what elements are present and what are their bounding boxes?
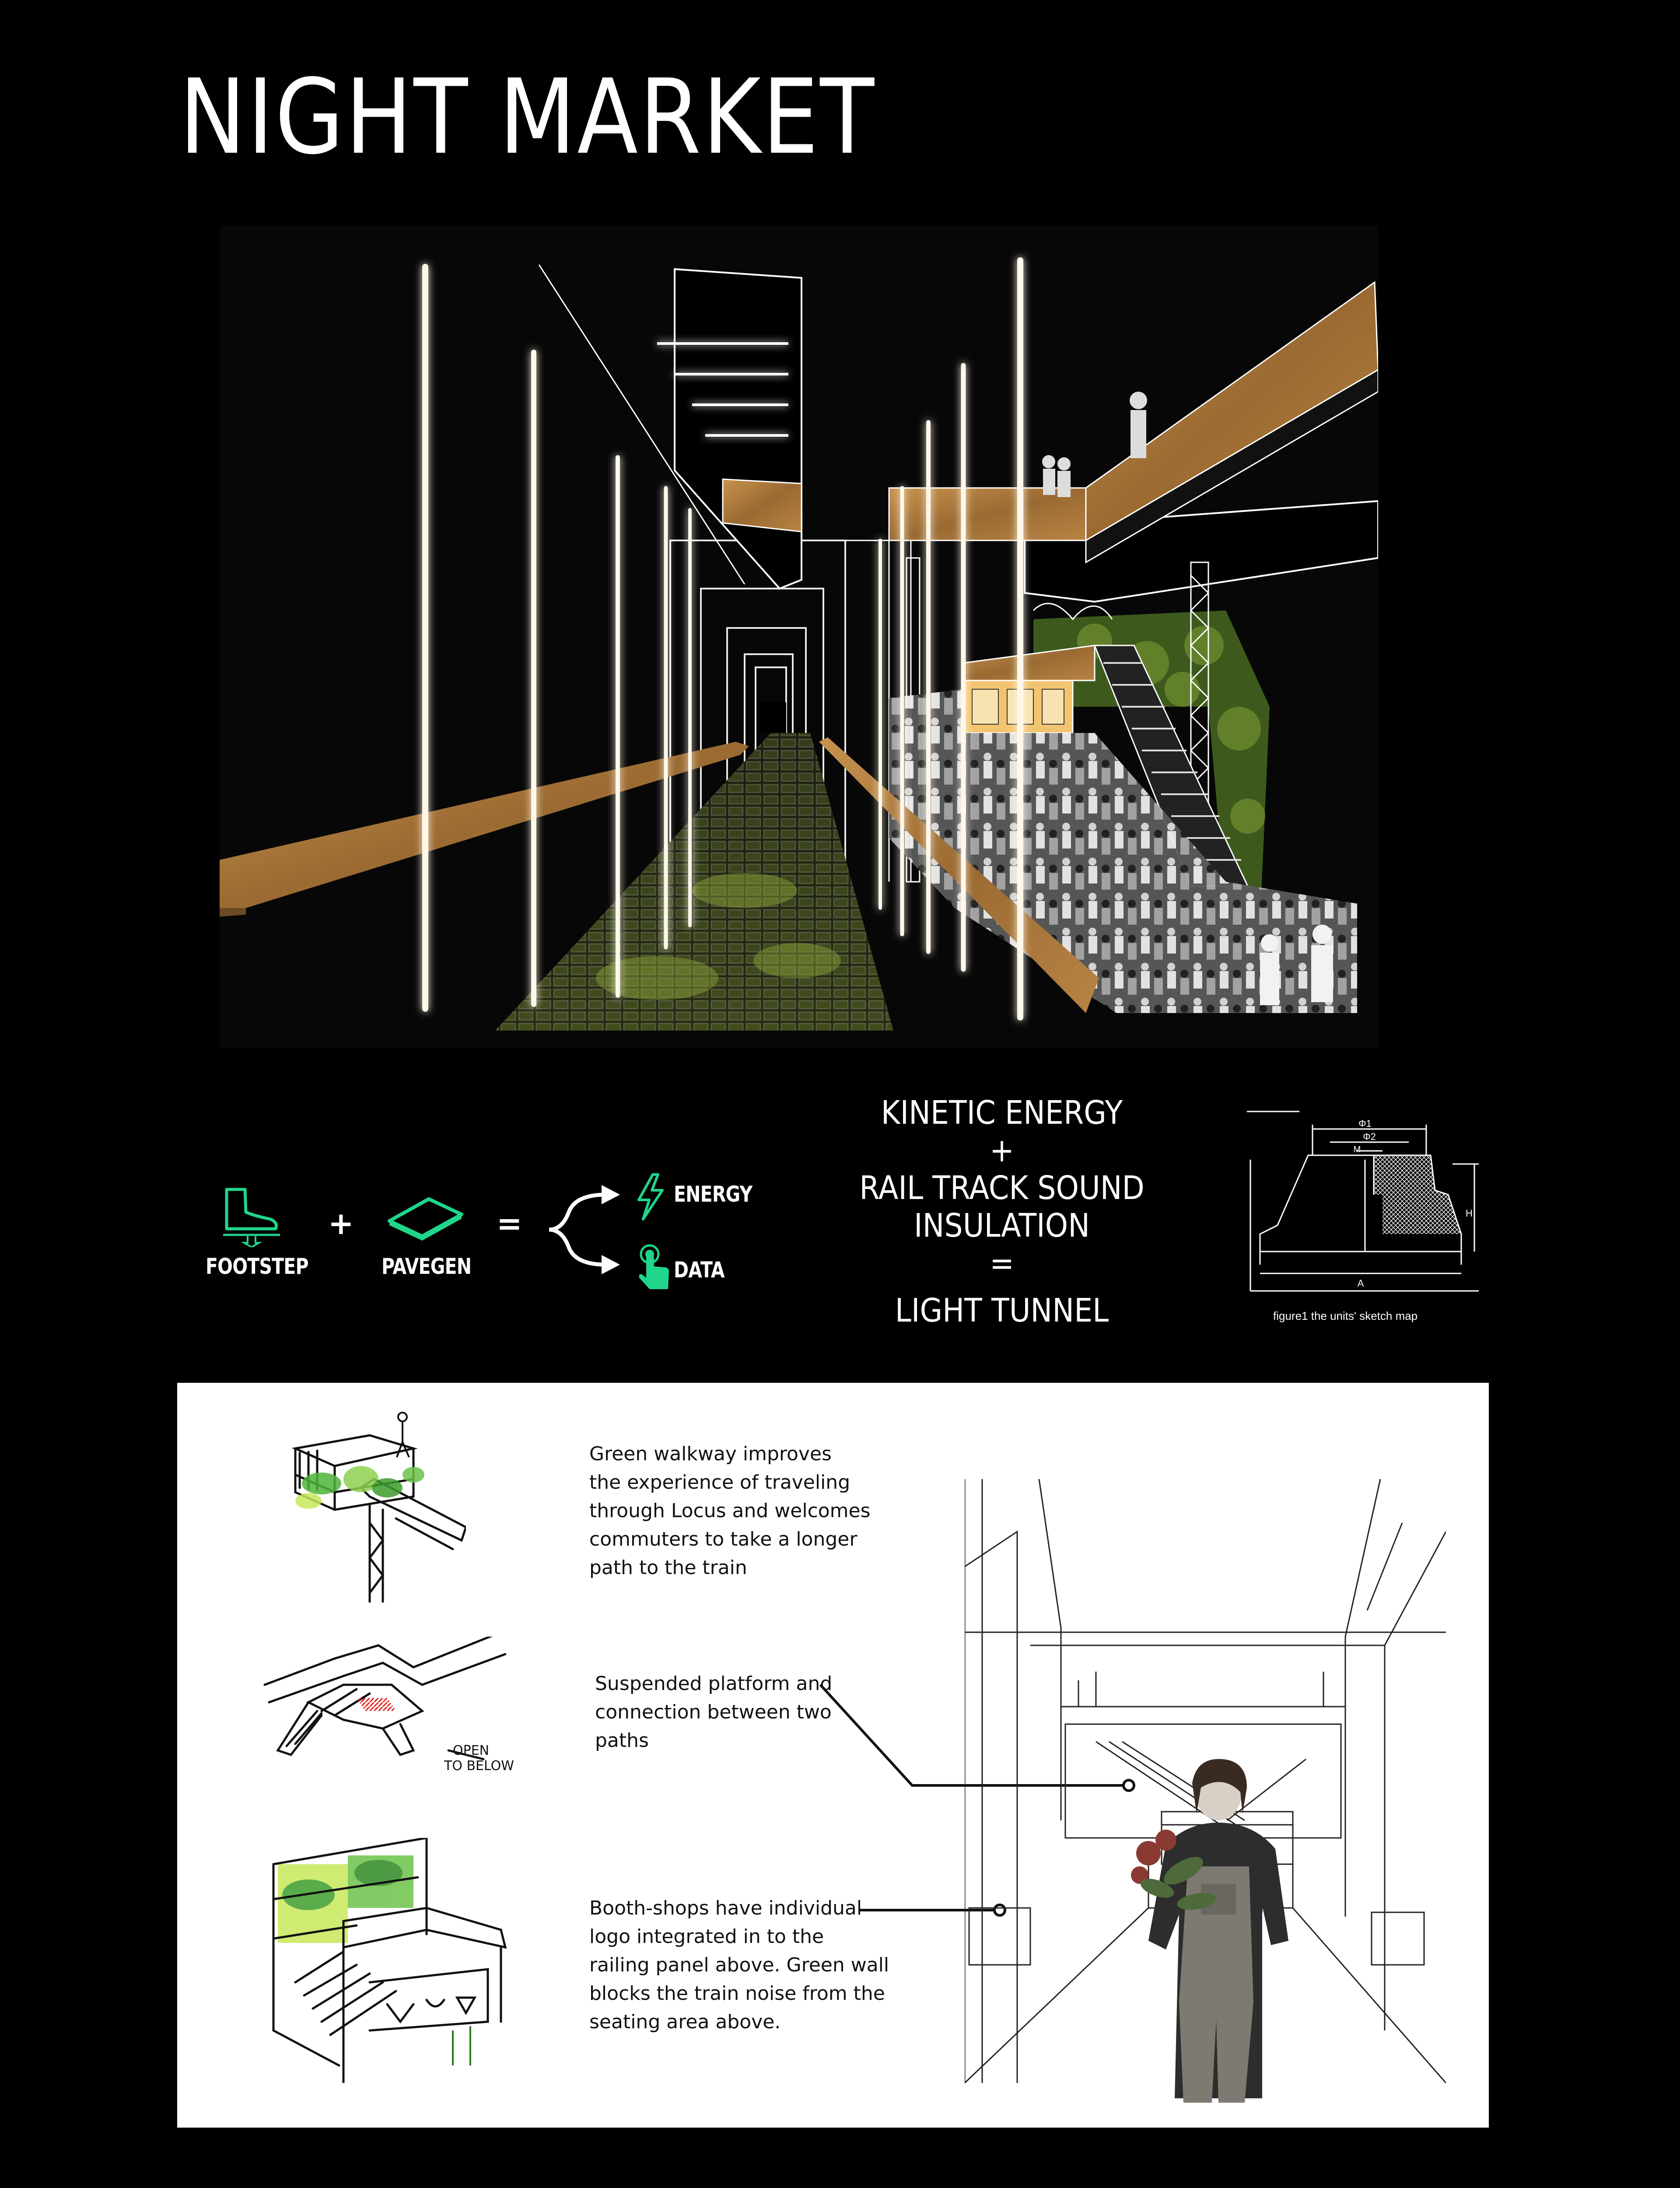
dim-phi2: Φ2	[1363, 1131, 1376, 1142]
note-line: the experience of traveling	[589, 1471, 850, 1494]
to-below-label: TO BELOW	[444, 1758, 514, 1774]
formula-line-2: +	[990, 1132, 1014, 1169]
formula-line-3: RAIL TRACK SOUND	[859, 1169, 1144, 1207]
equals-sign: =	[497, 1206, 522, 1241]
note-line: Green walkway improves	[589, 1443, 832, 1465]
dim-phi1: Φ1	[1358, 1118, 1372, 1129]
open-label: OPEN	[453, 1743, 490, 1758]
lightning-icon	[635, 1173, 666, 1221]
note-line: paths	[595, 1729, 649, 1752]
dim-a: A	[1357, 1278, 1364, 1289]
sketch-panel	[177, 1383, 1489, 2128]
note-line: blocks the train noise from the	[589, 1982, 885, 2005]
split-arrow-icon	[545, 1177, 623, 1282]
note-line: seating area above.	[589, 2011, 781, 2033]
note-line: path to the train	[589, 1557, 747, 1579]
touch-icon	[637, 1243, 672, 1291]
note-line: Suspended platform and	[595, 1673, 833, 1695]
note-line: Booth-shops have individual	[589, 1897, 862, 1919]
units-sketch-map	[1242, 1107, 1488, 1313]
energy-label: ENERGY	[674, 1182, 752, 1207]
note-line: logo integrated in to the	[589, 1925, 824, 1948]
formula	[831, 1094, 1172, 1329]
note-line: commuters to take a longer	[589, 1528, 858, 1550]
page-title: NIGHT MARKET	[179, 57, 876, 177]
formula-line-6: LIGHT TUNNEL	[895, 1292, 1109, 1329]
formula-line-4: INSULATION	[914, 1207, 1090, 1245]
footstep-icon	[219, 1182, 284, 1247]
figure-caption: figure1 the units' sketch map	[1273, 1309, 1418, 1322]
dim-h: H	[1466, 1208, 1473, 1219]
plus-sign: +	[328, 1206, 354, 1241]
pavegen-tile-icon	[381, 1195, 468, 1243]
data-label: DATA	[674, 1257, 724, 1283]
note-line: railing panel above. Green wall	[589, 1954, 889, 1976]
note-line: connection between two	[595, 1701, 832, 1723]
woman-with-flowers-figure	[1131, 1757, 1323, 2114]
dim-m: M	[1353, 1145, 1361, 1154]
note-line: through Locus and welcomes	[589, 1500, 871, 1522]
light-tunnel-render	[220, 225, 1378, 1048]
pavegen-label: PAVEGEN	[382, 1254, 472, 1279]
footstep-label: FOOTSTEP	[206, 1254, 308, 1279]
formula-line-1: KINETIC ENERGY	[881, 1094, 1123, 1132]
formula-line-5: =	[990, 1245, 1014, 1282]
